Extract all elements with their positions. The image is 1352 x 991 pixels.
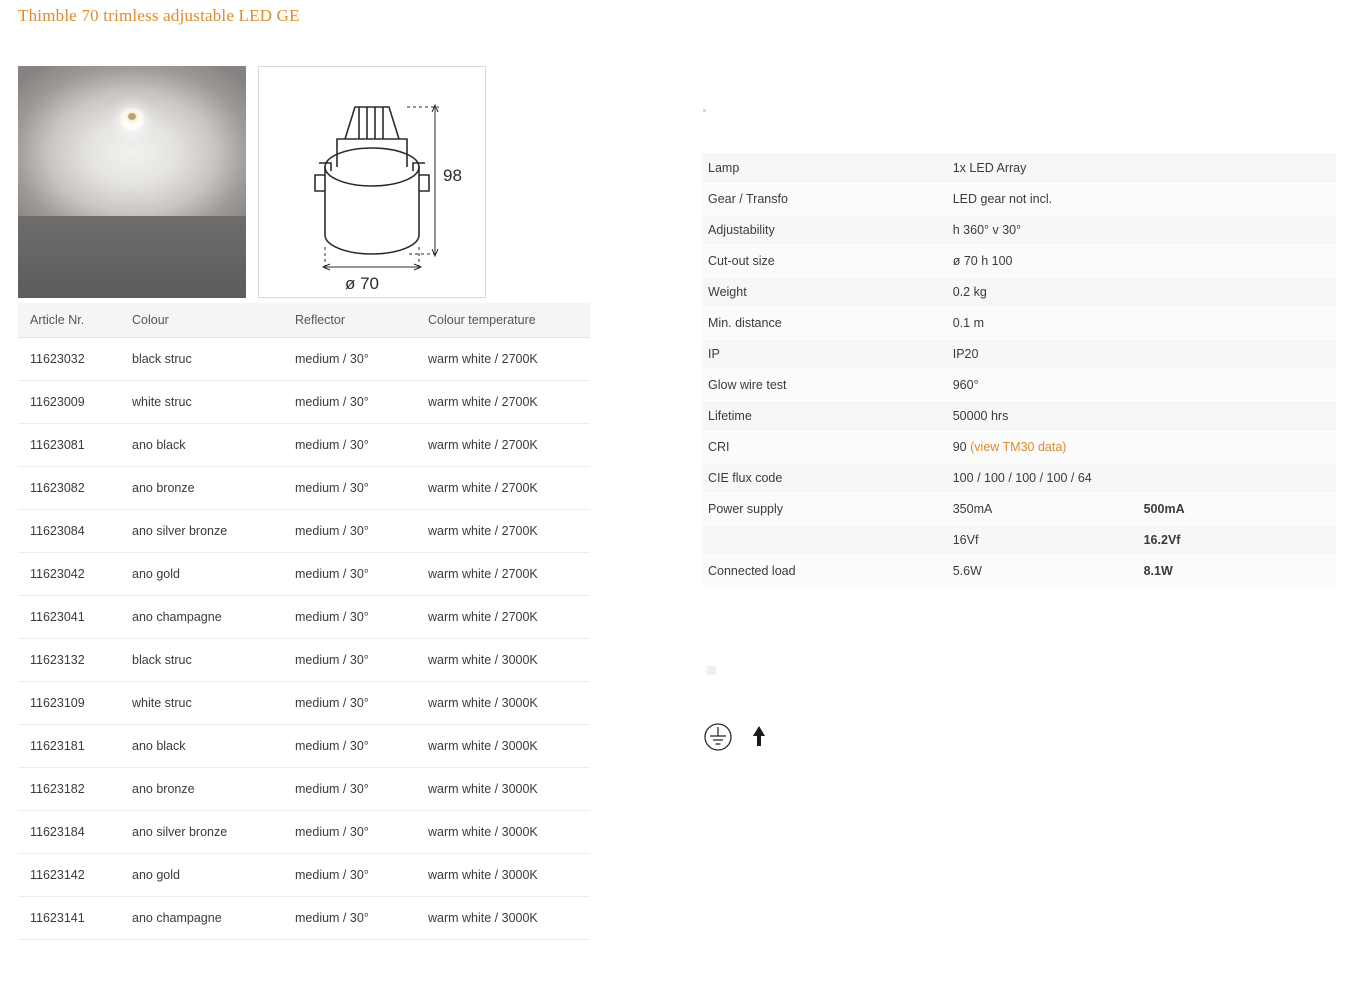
- view-tm30-data-link[interactable]: (view TM30 data): [970, 440, 1067, 454]
- arrow-up-symbol-icon: [751, 725, 767, 749]
- cell-colour-temperature: warm white / 3000K: [416, 854, 590, 897]
- spec-key: Lifetime: [702, 401, 947, 432]
- spec-value: 960°: [947, 370, 1138, 401]
- table-row: [18, 596, 590, 639]
- spec-value: 0.1 m: [947, 308, 1138, 339]
- cell-colour: ano black: [120, 424, 283, 467]
- technical-drawing: [258, 66, 486, 298]
- spec-value-secondary: [1138, 215, 1336, 246]
- spec-row: [702, 277, 1336, 308]
- spec-key: Gear / Transfo: [702, 184, 947, 215]
- table-row: [18, 854, 590, 897]
- product-photo: [18, 66, 246, 298]
- spec-value-secondary: 16.2Vf: [1138, 525, 1336, 556]
- cell-colour-temperature: warm white / 2700K: [416, 467, 590, 510]
- table-row: [18, 553, 590, 596]
- cell-colour: black struc: [120, 639, 283, 682]
- cell-colour-temperature: warm white / 2700K: [416, 381, 590, 424]
- spec-value-secondary: [1138, 277, 1336, 308]
- spec-key: Glow wire test: [702, 370, 947, 401]
- spec-value-secondary: [1138, 370, 1336, 401]
- cell-colour-temperature: warm white / 3000K: [416, 682, 590, 725]
- spec-value-secondary: [1138, 308, 1336, 339]
- cell-colour-temperature: warm white / 3000K: [416, 811, 590, 854]
- spec-key: Weight: [702, 277, 947, 308]
- cell-reflector: medium / 30°: [283, 725, 416, 768]
- cell-article-nr: 11623182: [18, 768, 120, 811]
- spec-value: 16Vf: [947, 525, 1138, 556]
- drawing-height-label: 98: [443, 166, 462, 185]
- articles-table-body: [18, 338, 590, 940]
- spec-value-secondary: [1138, 463, 1336, 494]
- table-row: [18, 682, 590, 725]
- column-header-colour-temperature: Colour temperature: [416, 303, 590, 338]
- cell-article-nr: 11623181: [18, 725, 120, 768]
- cell-colour: ano silver bronze: [120, 811, 283, 854]
- cell-article-nr: 11623032: [18, 338, 120, 381]
- spec-key: Cut-out size: [702, 246, 947, 277]
- cell-article-nr: 11623084: [18, 510, 120, 553]
- technical-drawing-svg: [259, 67, 485, 297]
- spec-key: CIE flux code: [702, 463, 947, 494]
- spec-value: 0.2 kg: [947, 277, 1138, 308]
- table-row: [18, 467, 590, 510]
- spec-value: LED gear not incl.: [947, 184, 1138, 215]
- spec-row: [702, 432, 1336, 463]
- cell-article-nr: 11623042: [18, 553, 120, 596]
- spec-row: [702, 246, 1336, 277]
- cell-article-nr: 11623132: [18, 639, 120, 682]
- spec-value-secondary: [1138, 432, 1336, 463]
- cell-colour-temperature: warm white / 2700K: [416, 424, 590, 467]
- earth-symbol-icon: [703, 722, 733, 752]
- cell-article-nr: 11623081: [18, 424, 120, 467]
- decorative-marker-2: [707, 666, 716, 675]
- cell-article-nr: 11623109: [18, 682, 120, 725]
- cell-colour-temperature: warm white / 2700K: [416, 553, 590, 596]
- cell-colour-temperature: warm white / 2700K: [416, 510, 590, 553]
- spec-value-secondary: [1138, 339, 1336, 370]
- photo-wall: [18, 66, 246, 216]
- cell-article-nr: 11623142: [18, 854, 120, 897]
- cell-colour: ano gold: [120, 854, 283, 897]
- spec-row: [702, 308, 1336, 339]
- cell-reflector: medium / 30°: [283, 510, 416, 553]
- spec-key: Adjustability: [702, 215, 947, 246]
- cell-colour-temperature: warm white / 3000K: [416, 725, 590, 768]
- cell-reflector: medium / 30°: [283, 381, 416, 424]
- cell-colour-temperature: warm white / 3000K: [416, 897, 590, 940]
- spec-value: 100 / 100 / 100 / 100 / 64: [947, 463, 1138, 494]
- cell-reflector: medium / 30°: [283, 811, 416, 854]
- table-row: [18, 768, 590, 811]
- cell-reflector: medium / 30°: [283, 897, 416, 940]
- cell-colour: ano bronze: [120, 768, 283, 811]
- photo-floor: [18, 216, 246, 298]
- cell-reflector: medium / 30°: [283, 639, 416, 682]
- spec-row: [702, 153, 1336, 184]
- spec-value-secondary: [1138, 153, 1336, 184]
- cell-colour-temperature: warm white / 3000K: [416, 768, 590, 811]
- specifications-table-body: [702, 153, 1336, 587]
- spec-key: CRI: [702, 432, 947, 463]
- cell-colour: ano bronze: [120, 467, 283, 510]
- cell-colour: white struc: [120, 381, 283, 424]
- spec-value-secondary: 8.1W: [1138, 556, 1336, 587]
- spec-value-secondary: [1138, 401, 1336, 432]
- spec-value-secondary: [1138, 246, 1336, 277]
- media-row: [18, 66, 590, 298]
- cell-article-nr: 11623184: [18, 811, 120, 854]
- symbol-row: [703, 722, 767, 752]
- spec-value: ø 70 h 100: [947, 246, 1138, 277]
- cell-article-nr: 11623041: [18, 596, 120, 639]
- cell-reflector: medium / 30°: [283, 768, 416, 811]
- spec-key: IP: [702, 339, 947, 370]
- specifications-table: [702, 153, 1336, 587]
- spec-row: [702, 494, 1336, 525]
- table-row: [18, 725, 590, 768]
- spec-value: 5.6W: [947, 556, 1138, 587]
- decorative-marker: [703, 109, 706, 112]
- spec-row: [702, 370, 1336, 401]
- table-row: [18, 897, 590, 940]
- table-row: [18, 424, 590, 467]
- cell-colour: black struc: [120, 338, 283, 381]
- spec-key: Connected load: [702, 556, 947, 587]
- spec-value: [947, 432, 1138, 463]
- spec-value: IP20: [947, 339, 1138, 370]
- spec-value: h 360° v 30°: [947, 215, 1138, 246]
- cell-reflector: medium / 30°: [283, 424, 416, 467]
- spec-key: [702, 525, 947, 556]
- column-header-colour: Colour: [120, 303, 283, 338]
- cell-colour: ano champagne: [120, 596, 283, 639]
- table-row: [18, 639, 590, 682]
- cell-article-nr: 11623009: [18, 381, 120, 424]
- cell-article-nr: 11623141: [18, 897, 120, 940]
- spec-row: [702, 184, 1336, 215]
- spec-row: [702, 525, 1336, 556]
- spec-key: Power supply: [702, 494, 947, 525]
- cell-article-nr: 11623082: [18, 467, 120, 510]
- spec-key: Lamp: [702, 153, 947, 184]
- page-title: Thimble 70 trimless adjustable LED GE: [18, 6, 300, 25]
- spec-value-secondary: [1138, 184, 1336, 215]
- spec-value-text: 90: [952, 440, 967, 454]
- left-column: [18, 66, 590, 940]
- spec-value: 50000 hrs: [947, 401, 1138, 432]
- table-row: [18, 510, 590, 553]
- column-header-reflector: Reflector: [283, 303, 416, 338]
- cell-colour-temperature: warm white / 2700K: [416, 596, 590, 639]
- spec-row: [702, 339, 1336, 370]
- right-column: [702, 153, 1336, 587]
- articles-table-header-row: [18, 303, 590, 338]
- cell-colour: ano gold: [120, 553, 283, 596]
- cell-colour: ano black: [120, 725, 283, 768]
- cell-reflector: medium / 30°: [283, 467, 416, 510]
- cell-reflector: medium / 30°: [283, 682, 416, 725]
- cell-colour: ano champagne: [120, 897, 283, 940]
- spec-row: [702, 556, 1336, 587]
- table-row: [18, 381, 590, 424]
- cell-reflector: medium / 30°: [283, 854, 416, 897]
- spec-value: 1x LED Array: [947, 153, 1138, 184]
- table-row: [18, 811, 590, 854]
- articles-table: [18, 303, 590, 940]
- spec-key: Min. distance: [702, 308, 947, 339]
- column-header-article-nr: Article Nr.: [18, 303, 120, 338]
- spec-row: [702, 401, 1336, 432]
- photo-fixture: [119, 108, 145, 134]
- cell-colour: white struc: [120, 682, 283, 725]
- cell-reflector: medium / 30°: [283, 338, 416, 381]
- cell-reflector: medium / 30°: [283, 553, 416, 596]
- cell-reflector: medium / 30°: [283, 596, 416, 639]
- cell-colour-temperature: warm white / 3000K: [416, 639, 590, 682]
- cell-colour-temperature: warm white / 2700K: [416, 338, 590, 381]
- spec-row: [702, 215, 1336, 246]
- spec-value-secondary: 500mA: [1138, 494, 1336, 525]
- drawing-diameter-label: ø 70: [345, 274, 380, 293]
- spec-value: 350mA: [947, 494, 1138, 525]
- table-row: [18, 338, 590, 381]
- spec-row: [702, 463, 1336, 494]
- cell-colour: ano silver bronze: [120, 510, 283, 553]
